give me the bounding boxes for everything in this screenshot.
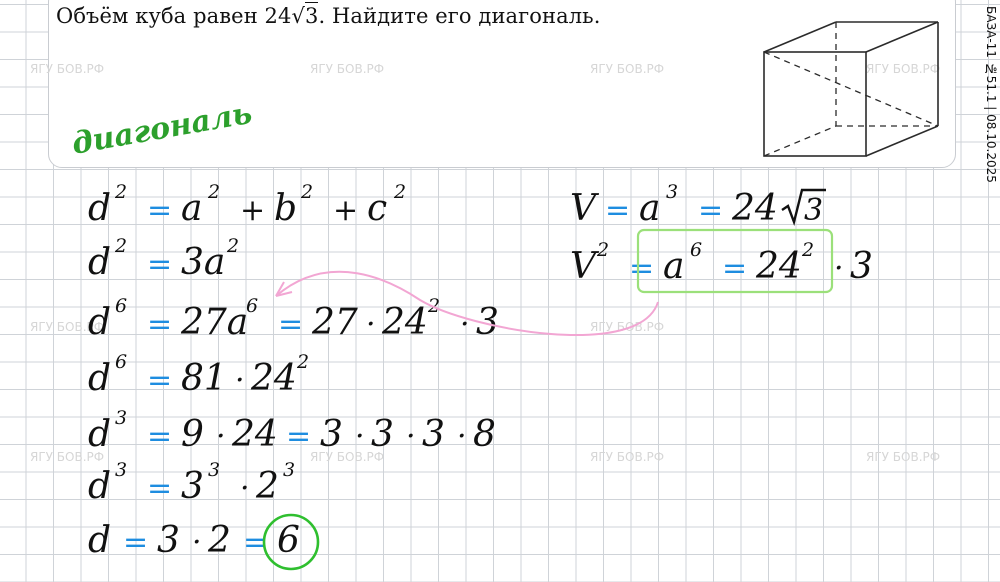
handwritten-term: 3 [476,302,499,343]
problem-radicand: 3 [304,4,319,28]
handwritten-term: d [88,302,112,343]
operator: · [834,251,844,286]
superscript: 6 [690,239,703,261]
handwritten-term: 27a [181,302,249,343]
handwritten-term: 3 [181,466,204,507]
handwritten-term: d [88,358,112,399]
side-label: БАЗА-11 №51.1 | 08.10.2025 [984,6,998,183]
operator: · [460,307,470,342]
watermark: ЯГУ БОВ.РФ [590,62,665,76]
watermark: ЯГУ БОВ.РФ [866,62,941,76]
watermark: ЯГУ БОВ.РФ [866,450,941,464]
radicand: 3 [804,193,824,228]
equals-sign: = [243,525,269,560]
superscript: 3 [115,459,128,481]
handwritten-term: V [570,246,596,287]
handwritten-term: d [88,414,112,455]
problem-prefix: Объём куба равен 24 [56,4,292,28]
handwritten-term: 24 [251,358,297,399]
equals-sign: = [629,251,655,286]
handwritten-term: 3a [181,242,226,283]
superscript: 2 [428,295,441,317]
operator: · [457,419,467,454]
equals-sign: = [147,419,173,454]
handwritten-term: 81 [181,358,227,399]
handwritten-term: a [663,246,685,287]
handwritten-term: 24 [756,246,802,287]
watermark: ЯГУ БОВ.РФ [30,320,105,334]
handwritten-term: V [570,188,596,229]
operator: + [333,193,359,228]
handwritten-term: c [367,188,388,229]
handwritten-term: 3 [850,246,873,287]
handwritten-term: 3 [422,414,445,455]
watermark: ЯГУ БОВ.РФ [310,62,385,76]
superscript: 3 [666,181,679,203]
equals-sign: = [286,419,312,454]
handwritten-term: 2 [208,520,231,561]
handwritten-term: d [88,242,112,283]
handwritten-term: 3 [371,414,394,455]
handwritten-term: b [274,188,298,229]
handwritten-term: 8 [473,414,496,455]
equals-sign: = [147,363,173,398]
superscript: 2 [208,181,221,203]
handwritten-term: 24 [232,414,278,455]
handwritten-term: 9 [181,414,204,455]
handwritten-term: 2 [256,466,279,507]
superscript: 2 [115,235,128,257]
equals-sign: = [278,307,304,342]
operator: + [240,193,266,228]
superscript: 6 [115,295,128,317]
superscript: 6 [246,295,259,317]
superscript: 2 [227,235,240,257]
problem-suffix: . Найдите его диагональ. [318,4,601,28]
equals-sign: = [147,471,173,506]
superscript: 2 [301,181,314,203]
watermark: ЯГУ БОВ.РФ [310,450,385,464]
superscript: 6 [115,351,128,373]
sqrt-sign: √ [291,4,305,28]
superscript: 3 [283,459,296,481]
superscript: 3 [208,459,221,481]
equals-sign: = [605,193,631,228]
handwritten-note: диагональ [69,95,255,162]
operator: · [240,471,250,506]
handwritten-term: 27 [312,302,358,343]
handwritten-term: 24 [382,302,428,343]
handwritten-term: 24 [732,188,778,229]
operator: · [406,419,416,454]
equals-sign: = [147,307,173,342]
handwritten-term: d [88,188,112,229]
equals-sign: = [147,193,173,228]
operator: · [216,419,226,454]
operator: · [235,363,245,398]
operator: · [355,419,365,454]
handwritten-term: d [88,466,112,507]
handwritten-term: d [88,520,112,561]
equals-sign: = [722,251,748,286]
superscript: 2 [115,181,128,203]
handwritten-term: 6 [277,520,300,561]
handwritten-term: 3 [157,520,180,561]
operator: · [366,307,376,342]
superscript: 2 [297,351,310,373]
watermark: ЯГУ БОВ.РФ [590,450,665,464]
superscript: 2 [597,239,610,261]
handwritten-term: a [639,188,661,229]
superscript: 2 [802,239,815,261]
handwritten-term: a [181,188,203,229]
watermark: ЯГУ БОВ.РФ [30,62,105,76]
equals-sign: = [698,193,724,228]
watermark: ЯГУ БОВ.РФ [30,450,105,464]
superscript: 3 [115,407,128,429]
equals-sign: = [123,525,149,560]
superscript: 2 [394,181,407,203]
watermark: ЯГУ БОВ.РФ [590,320,665,334]
equals-sign: = [147,247,173,282]
handwritten-term: 3 [320,414,343,455]
operator: · [192,525,202,560]
